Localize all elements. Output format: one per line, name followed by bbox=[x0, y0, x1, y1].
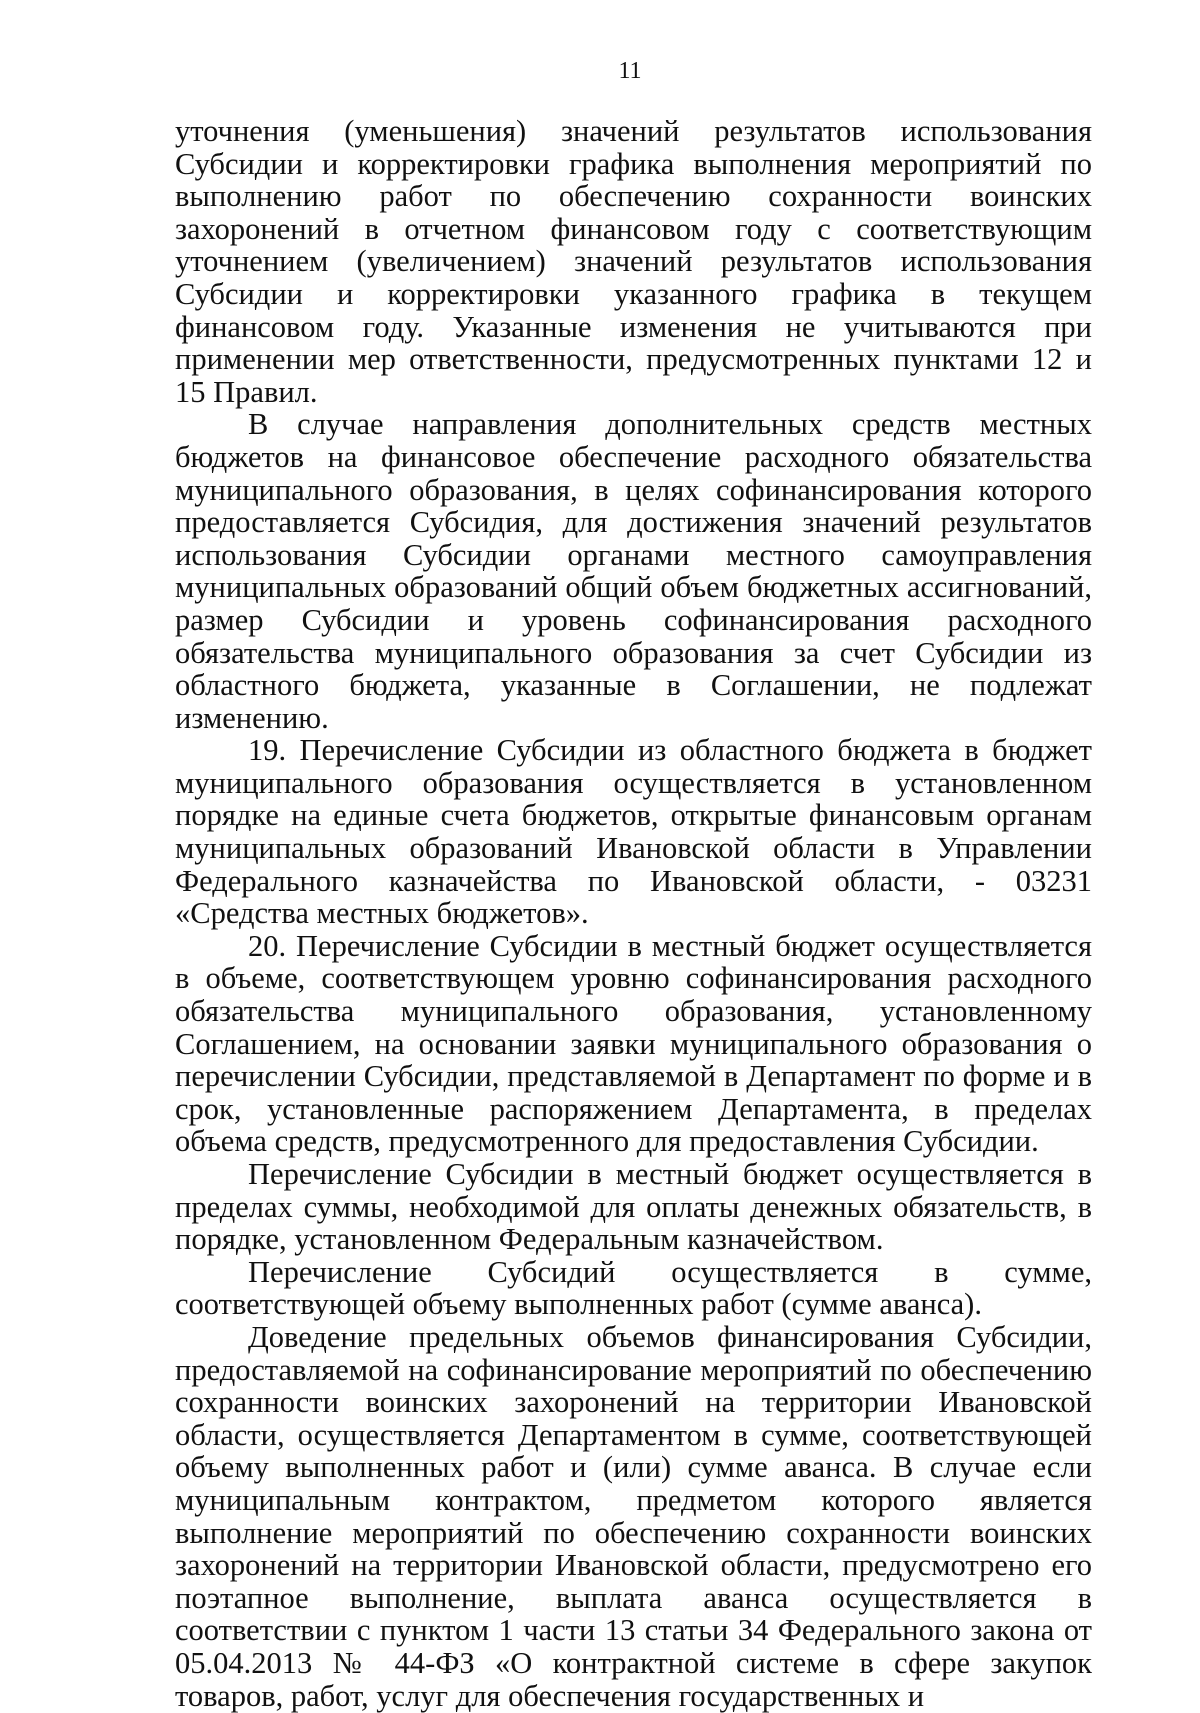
paragraph-1: уточнения (уменьшения) значений результатов использования Субсидии и корректировки графика выполнения мероприятий по выполнению работ по обеспечению сохранности воинских захоронений в отчетном финансовом году с соответствующим уточнением (увеличением) значений результатов использования Субсидии и корректировки указанного графика в текущем финансовом году. Указанные изменения не учитываются при применении мер ответственности, предусмотренных пунктами 12 и 15 Правил. bbox=[175, 114, 1092, 409]
paragraph-5: Перечисление Субсидии в местный бюджет осуществляется в пределах суммы, необходимой для оплаты денежных обязательств, в порядке, установленном Федеральным казначейством. bbox=[175, 1157, 1092, 1257]
paragraph-4-item-20: 20. Перечисление Субсидии в местный бюджет осуществляется в объеме, соответствующем уровню софинансирования расходного обязательства муниципального образования, установленному Соглашением, на основании заявки муниципального образования о перечислении Субсидии, представляемой в Департамент по форме и в срок, установленные распоряжением Департамента, в пределах объема средств, предусмотренного для предоставления Субсидии. bbox=[175, 928, 1092, 1159]
page-number: 11 bbox=[618, 58, 642, 84]
paragraph-7: Доведение предельных объемов финансирования Субсидии, предоставляемой на софинансирование мероприятий по обеспечению сохранности воинских захоронений на территории Ивановской области, осуществляется Департаментом в сумме, соответствующей объему выполненных работ и (или) сумме аванса. В случае если муниципальным контрактом, предметом которого является выполнение мероприятий по обеспечению сохранности воинских захоронений на территории Ивановской области, предусмотрено его поэтапное выполнение, выплата аванса осуществляется в соответствии с пунктом 1 части 13 статьи 34 Федерального закона от 05.04.2013 № 44-ФЗ «О контрактной системе в сфере закупок товаров, работ, услуг для обеспечения государственных и bbox=[175, 1319, 1092, 1713]
paragraph-6: Перечисление Субсидий осуществляется в сумме, соответствующей объему выполненных работ (сумме аванса). bbox=[175, 1254, 1092, 1322]
paragraph-3-item-19: 19. Перечисление Субсидии из областного бюджета в бюджет муниципального образования осуществляется в установленном порядке на единые счета бюджетов, открытые финансовым органам муниципальных образований Ивановской области в Управлении Федерального казначейства по Ивановской области, - 03231 «Средства местных бюджетов». bbox=[175, 733, 1092, 931]
document-body bbox=[175, 115, 1092, 1712]
paragraph-2: В случае направления дополнительных средств местных бюджетов на финансовое обеспечение расходного обязательства муниципального образования, в целях софинансирования которого предоставляется Субсидия, для достижения значений результатов использования Субсидии органами местного самоуправления муниципальных образований общий объем бюджетных ассигнований, размер Субсидии и уровень софинансирования расходного обязательства муниципального образования за счет Субсидии из областного бюджета, указанные в Соглашении, не подлежат изменению. bbox=[175, 407, 1092, 735]
